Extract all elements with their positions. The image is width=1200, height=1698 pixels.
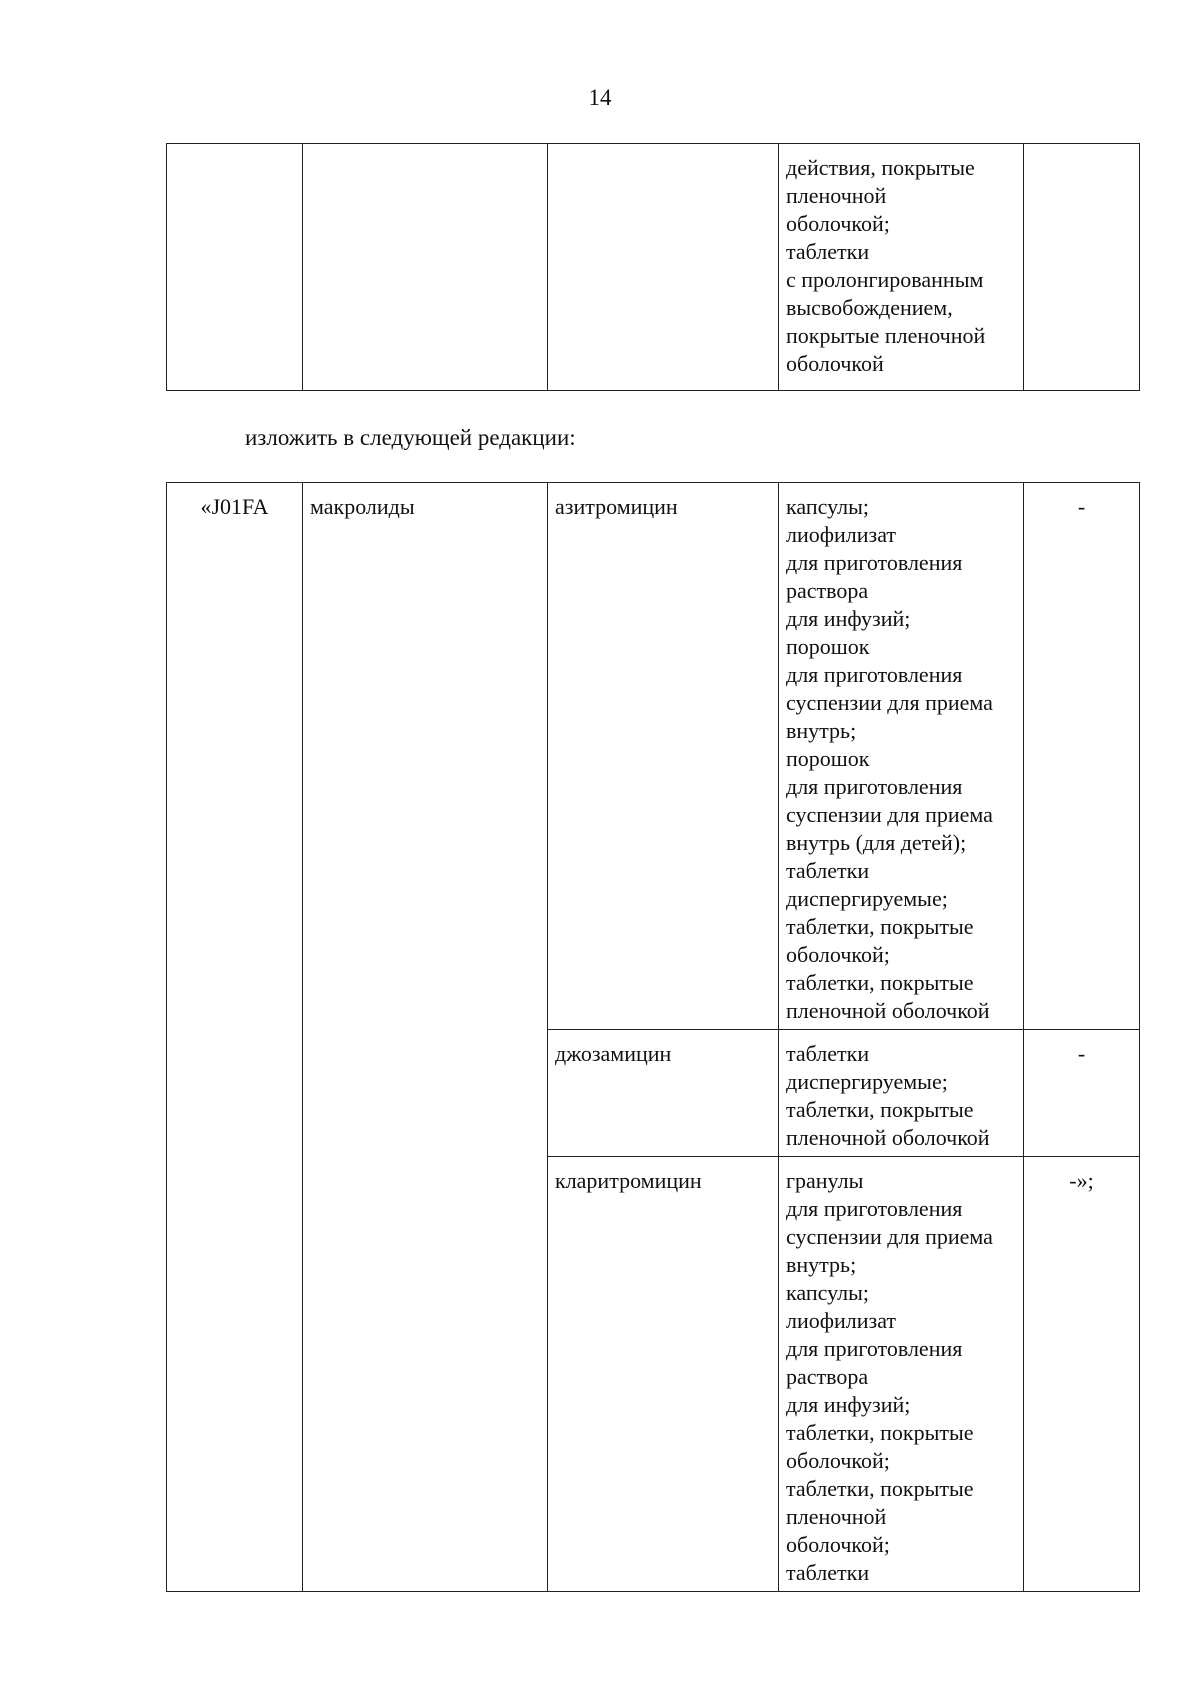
main-table [166, 482, 1140, 1592]
note-cell: - [1024, 483, 1140, 1030]
drug-name-cell: кларитромицин [548, 1157, 779, 1592]
dosage-form-line: пленочной [786, 183, 887, 208]
dosage-form-line: для приготовления [786, 1196, 963, 1221]
dosage-form-line: для инфузий; [786, 1392, 911, 1417]
page-number: 14 [588, 85, 612, 110]
dosage-form-line: для приготовления [786, 662, 963, 687]
dosage-form-line: раствора [786, 1364, 869, 1389]
dosage-form-line: порошок [786, 634, 870, 659]
dosage-form-line: высвобождением, [786, 295, 953, 320]
dosage-form-line: пленочной оболочкой [786, 1125, 990, 1150]
dosage-form-line: таблетки, покрытые [786, 970, 974, 995]
table-row [167, 144, 1140, 391]
drug-name-cell: джозамицин [548, 1030, 779, 1157]
dosage-form-line: капсулы; [786, 494, 869, 519]
drug-name-cell: азитромицин [548, 483, 779, 1030]
dosage-form-line: для приготовления [786, 550, 963, 575]
dosage-form-cell [779, 483, 1024, 1030]
dosage-form-line: суспензии для приема [786, 1224, 993, 1249]
dosage-form-line: порошок [786, 746, 870, 771]
code-cell [167, 144, 303, 391]
dosage-form-cell [779, 144, 1024, 391]
dosage-form-line: оболочкой; [786, 1532, 890, 1557]
note-cell [1024, 144, 1140, 391]
instruction-text: изложить в следующей редакции: [245, 425, 576, 450]
dosage-form-cell [779, 1030, 1024, 1157]
dosage-form-line: раствора [786, 578, 869, 603]
dosage-form-line: таблетки [786, 239, 870, 264]
dosage-form-line: таблетки [786, 1041, 870, 1066]
dosage-form-line: лиофилизат [786, 1308, 897, 1333]
dosage-form-line: суспензии для приема [786, 690, 993, 715]
dosage-form-line: для приготовления [786, 774, 963, 799]
dosage-form-line: действия, покрытые [786, 155, 975, 180]
dosage-form-line: таблетки, покрытые [786, 1097, 974, 1122]
dosage-form-line: гранулы [786, 1168, 864, 1193]
dosage-form-line: для инфузий; [786, 606, 911, 631]
dosage-form-line: таблетки [786, 1560, 870, 1585]
group-cell [303, 144, 548, 391]
dosage-form-line: оболочкой [786, 351, 884, 376]
atc-code-cell: «J01FA [167, 483, 303, 1592]
drug-name-cell [548, 144, 779, 391]
dosage-form-line: пленочной оболочкой [786, 998, 990, 1023]
table-row [167, 483, 1140, 1030]
dosage-form-line: таблетки, покрытые [786, 914, 974, 939]
dosage-form-line: оболочкой; [786, 211, 890, 236]
dosage-form-line: для приготовления [786, 1336, 963, 1361]
note-cell: -»; [1024, 1157, 1140, 1592]
dosage-form-line: таблетки [786, 858, 870, 883]
dosage-form-line: таблетки, покрытые [786, 1420, 974, 1445]
dosage-form-line: с пролонгированным [786, 267, 984, 292]
top-table [166, 143, 1140, 391]
dosage-form-line: лиофилизат [786, 522, 897, 547]
dosage-form-line: оболочкой; [786, 942, 890, 967]
dosage-form-line: капсулы; [786, 1280, 869, 1305]
dosage-form-line: внутрь; [786, 718, 857, 743]
dosage-form-line: внутрь (для детей); [786, 830, 967, 855]
group-name-cell: макролиды [303, 483, 548, 1592]
dosage-form-cell [779, 1157, 1024, 1592]
note-cell: - [1024, 1030, 1140, 1157]
dosage-form-line: таблетки, покрытые [786, 1476, 974, 1501]
dosage-form-line: оболочкой; [786, 1448, 890, 1473]
dosage-form-line: суспензии для приема [786, 802, 993, 827]
dosage-form-line: диспергируемые; [786, 886, 948, 911]
dosage-form-line: покрытые пленочной [786, 323, 986, 348]
dosage-form-line: пленочной [786, 1504, 887, 1529]
dosage-form-line: диспергируемые; [786, 1069, 948, 1094]
dosage-form-line: внутрь; [786, 1252, 857, 1277]
